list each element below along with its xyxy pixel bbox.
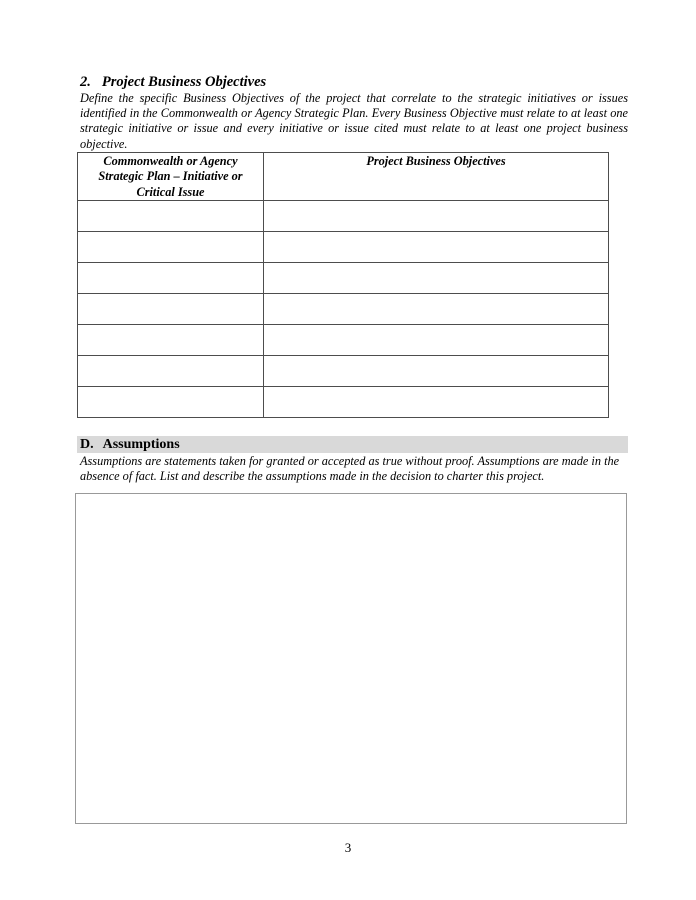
table-row xyxy=(78,201,609,232)
assumptions-description: Assumptions are statements taken for granted or accepted as true without proof. Assumptions are made in the absence of fact. List and describe the assumptions made in the decision to charter this project. xyxy=(80,454,620,484)
objectives-cell[interactable] xyxy=(264,263,609,294)
table-row xyxy=(78,356,609,387)
objectives-description: Define the specific Business Objectives of the project that correlate to the strategic initiatives or issues identified in the Commonwealth or Agency Strategic Plan. Every Business Objective must relate to at least one strategic initiative or issue and every initiative or issue cited must relate to at least one project business objective. xyxy=(80,91,628,151)
table-row xyxy=(78,387,609,418)
table-row xyxy=(78,263,609,294)
objectives-cell[interactable] xyxy=(264,325,609,356)
heading-letter: D. xyxy=(80,437,94,452)
objectives-cell[interactable] xyxy=(78,263,264,294)
objectives-cell[interactable] xyxy=(78,356,264,387)
header-business-objectives: Project Business Objectives xyxy=(264,153,609,201)
heading-number: 2. xyxy=(80,74,91,90)
objectives-cell[interactable] xyxy=(264,387,609,418)
objectives-cell[interactable] xyxy=(264,201,609,232)
table-header-row xyxy=(78,153,609,201)
heading-text: Project Business Objectives xyxy=(101,74,267,90)
page-number: 3 xyxy=(344,840,352,855)
objectives-cell[interactable] xyxy=(78,387,264,418)
header-strategic-plan: Commonwealth or Agency Strategic Plan – Initiative or Critical Issue xyxy=(78,153,264,201)
section-heading-objectives xyxy=(80,74,266,91)
objectives-cell[interactable] xyxy=(78,201,264,232)
objectives-cell[interactable] xyxy=(264,294,609,325)
table-row xyxy=(78,232,609,263)
table-row xyxy=(78,325,609,356)
objectives-cell[interactable] xyxy=(78,294,264,325)
objectives-cell[interactable] xyxy=(78,232,264,263)
objectives-table xyxy=(77,152,609,418)
assumptions-input-box[interactable] xyxy=(75,493,627,824)
heading-text: Assumptions xyxy=(102,437,180,452)
objectives-cell[interactable] xyxy=(264,232,609,263)
section-heading-assumptions xyxy=(77,436,628,453)
objectives-cell[interactable] xyxy=(264,356,609,387)
objectives-cell[interactable] xyxy=(78,325,264,356)
table-row xyxy=(78,294,609,325)
